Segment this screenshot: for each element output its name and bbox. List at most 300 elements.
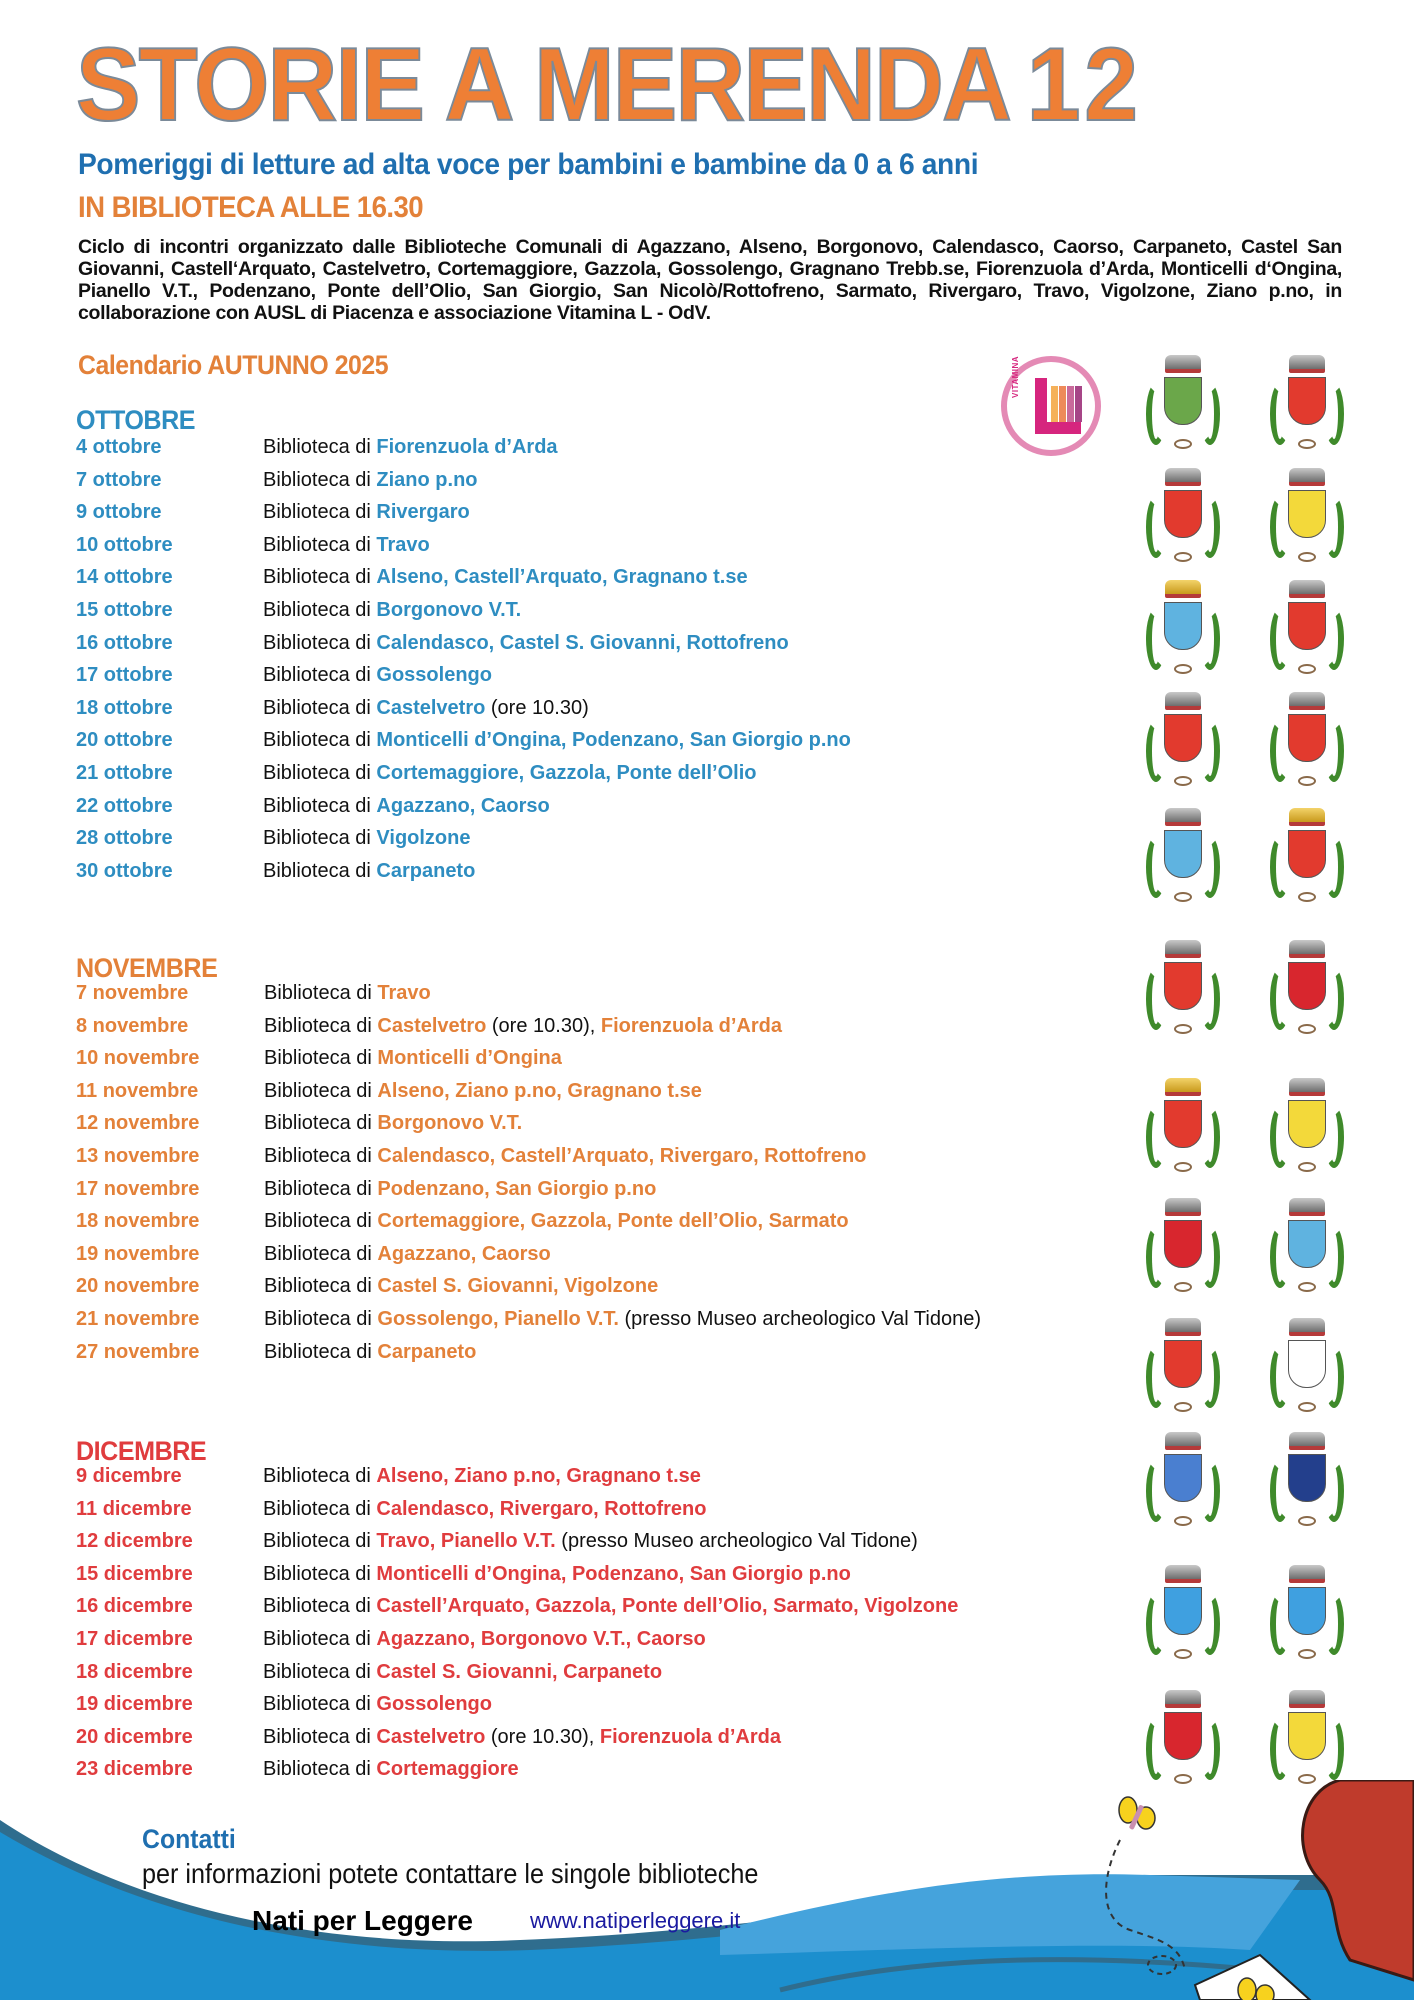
shield-icon <box>1288 1220 1326 1268</box>
laurel-wreath-icon <box>1324 1226 1344 1288</box>
coat-of-arms-icon <box>1262 1565 1352 1675</box>
coat-of-arms-icon <box>1262 580 1352 690</box>
event-places: Castelvetro <box>376 1725 486 1748</box>
library-prefix: Biblioteca di <box>263 468 377 491</box>
book-spine-icon <box>1067 386 1074 422</box>
coat-of-arms-icon <box>1138 468 1228 578</box>
laurel-wreath-icon <box>1270 1346 1290 1408</box>
title-text: STORIE A MERENDA <box>76 27 1010 143</box>
event-row <box>76 1560 851 1593</box>
coat-of-arms-icon <box>1262 1198 1352 1308</box>
laurel-wreath-icon <box>1200 1718 1220 1780</box>
laurel-wreath-icon <box>1324 383 1344 445</box>
contacts-text: per informazioni potete contattare le singole biblioteche <box>142 1858 759 1889</box>
event-row <box>76 1658 663 1691</box>
event-row <box>76 1338 477 1371</box>
laurel-wreath-icon <box>1270 1226 1290 1288</box>
event-date: 13 novembre <box>76 1144 200 1167</box>
crown-icon <box>1289 1078 1325 1096</box>
event-description <box>263 1592 958 1620</box>
laurel-wreath-icon <box>1200 1106 1220 1168</box>
shield-icon <box>1164 1454 1202 1502</box>
laurel-wreath-icon <box>1324 1460 1344 1522</box>
month-novembre <box>76 953 981 1370</box>
event-date: 4 ottobre <box>76 436 162 458</box>
crown-icon <box>1165 1565 1201 1583</box>
event-note: (ore 10.30) <box>485 696 589 719</box>
event-date: 27 novembre <box>76 1340 200 1363</box>
library-prefix: Biblioteca di <box>264 1047 378 1070</box>
event-row <box>76 1305 981 1338</box>
event-description <box>263 792 550 820</box>
laurel-wreath-icon <box>1200 1226 1220 1288</box>
event-places: Calendasco, Castell’Arquato, Rivergaro, Rottofreno <box>377 1144 867 1167</box>
event-places: Fiorenzuola d’Arda <box>376 436 558 458</box>
event-row <box>76 1142 867 1175</box>
laurel-wreath-icon <box>1270 1106 1290 1168</box>
laurel-wreath-icon <box>1200 836 1220 898</box>
event-row <box>76 596 522 629</box>
contacts-title: Contatti <box>142 1824 236 1854</box>
event-description <box>263 1495 706 1523</box>
crown-icon <box>1289 1432 1325 1450</box>
library-prefix: Biblioteca di <box>263 1465 377 1487</box>
coat-of-arms-icon <box>1262 1318 1352 1428</box>
event-description <box>263 466 478 494</box>
crown-icon <box>1165 580 1201 598</box>
library-prefix: Biblioteca di <box>263 729 377 752</box>
crown-icon <box>1165 1318 1201 1336</box>
event-description <box>263 1690 492 1718</box>
laurel-wreath-icon <box>1270 1718 1290 1780</box>
event-description <box>263 1527 918 1555</box>
event-places: Travo <box>376 533 430 556</box>
ribbon-bow-icon <box>1298 664 1316 674</box>
ribbon-bow-icon <box>1174 1024 1192 1034</box>
event-description <box>263 857 475 885</box>
event-row <box>76 1625 706 1658</box>
event-places: Castel S. Giovanni, Carpaneto <box>376 1660 663 1683</box>
shield-icon <box>1164 490 1202 538</box>
event-row <box>76 498 470 531</box>
event-row <box>76 629 789 662</box>
coat-of-arms-icon <box>1138 580 1228 690</box>
laurel-wreath-icon <box>1324 720 1344 782</box>
coat-of-arms-icon <box>1138 692 1228 802</box>
event-list <box>76 979 981 1370</box>
laurel-wreath-icon <box>1200 968 1220 1030</box>
ribbon-bow-icon <box>1298 1282 1316 1292</box>
shield-icon <box>1288 962 1326 1010</box>
event-description <box>263 1658 662 1686</box>
crown-icon <box>1165 1432 1201 1450</box>
shield-icon <box>1164 962 1202 1010</box>
event-places: Gossolengo <box>376 664 492 687</box>
coat-of-arms-icon <box>1138 1565 1228 1675</box>
event-places: Monticelli d’Ongina, Podenzano, San Giorgio p.no <box>376 729 851 752</box>
laurel-wreath-icon <box>1324 836 1344 898</box>
library-prefix: Biblioteca di <box>264 1144 378 1167</box>
shield-icon <box>1288 1340 1326 1388</box>
event-places: Alseno, Castell’Arquato, Gragnano t.se <box>376 566 748 589</box>
event-date: 12 novembre <box>76 1112 200 1135</box>
event-places: Carpaneto <box>377 1340 477 1363</box>
laurel-wreath-icon <box>1270 383 1290 445</box>
event-row <box>76 1077 702 1110</box>
event-date: 16 dicembre <box>76 1595 193 1618</box>
laurel-wreath-icon <box>1270 1460 1290 1522</box>
library-prefix: Biblioteca di <box>263 1725 377 1748</box>
event-places: Borgonovo V.T. <box>376 598 522 621</box>
library-prefix: Biblioteca di <box>264 1112 378 1135</box>
event-date: 18 ottobre <box>76 696 173 719</box>
event-row <box>76 563 748 596</box>
event-date: 17 novembre <box>76 1177 200 1200</box>
event-row <box>76 792 550 825</box>
event-date: 15 dicembre <box>76 1562 193 1585</box>
crown-icon <box>1165 808 1201 826</box>
event-row <box>76 979 431 1012</box>
event-date: 23 dicembre <box>76 1758 193 1781</box>
crown-icon <box>1289 580 1325 598</box>
event-places: Ziano p.no <box>376 468 478 491</box>
event-date: 20 ottobre <box>76 729 173 752</box>
event-date: 18 novembre <box>76 1210 200 1233</box>
shield-icon <box>1164 1100 1202 1148</box>
event-description <box>263 824 471 852</box>
laurel-wreath-icon <box>1324 1718 1344 1780</box>
vitamina-l-logo-icon <box>1001 356 1101 456</box>
coat-of-arms-icon <box>1138 355 1228 465</box>
event-description <box>263 596 521 624</box>
library-prefix: Biblioteca di <box>263 1530 377 1553</box>
event-places: Castel S. Giovanni, Vigolzone <box>377 1275 659 1298</box>
laurel-wreath-icon <box>1324 608 1344 670</box>
ribbon-bow-icon <box>1174 664 1192 674</box>
event-places: Monticelli d’Ongina, Podenzano, San Giorgio p.no <box>376 1562 851 1585</box>
laurel-wreath-icon <box>1200 720 1220 782</box>
event-description <box>264 1175 656 1203</box>
event-date: 21 novembre <box>76 1307 200 1330</box>
laurel-wreath-icon <box>1270 1593 1290 1655</box>
event-places: Podenzano, San Giorgio p.no <box>377 1177 657 1200</box>
event-description <box>263 694 589 722</box>
laurel-wreath-icon <box>1270 608 1290 670</box>
footer-wave-illustration <box>0 1780 1414 2000</box>
event-description <box>264 1272 658 1300</box>
event-description <box>263 563 748 591</box>
laurel-wreath-icon <box>1146 1718 1166 1780</box>
crown-icon <box>1289 1690 1325 1708</box>
shield-icon <box>1288 1454 1326 1502</box>
nati-per-leggere-link[interactable]: www.natiperleggere.it <box>530 1908 741 1933</box>
crown-icon <box>1289 1318 1325 1336</box>
ribbon-bow-icon <box>1298 776 1316 786</box>
ribbon-bow-icon <box>1174 1516 1192 1526</box>
ribbon-bow-icon <box>1298 439 1316 449</box>
library-prefix: Biblioteca di <box>263 761 377 784</box>
shield-icon <box>1288 830 1326 878</box>
event-date: 17 ottobre <box>76 664 173 687</box>
event-places: Calendasco, Castel S. Giovanni, Rottofreno <box>376 631 789 654</box>
shield-icon <box>1288 714 1326 762</box>
laurel-wreath-icon <box>1200 1593 1220 1655</box>
shield-icon <box>1164 714 1202 762</box>
laurel-wreath-icon <box>1146 1226 1166 1288</box>
event-places: Agazzano, Caorso <box>377 1242 551 1265</box>
event-date: 21 ottobre <box>76 761 173 784</box>
laurel-wreath-icon <box>1146 1346 1166 1408</box>
event-date: 20 novembre <box>76 1275 200 1298</box>
event-date: 16 ottobre <box>76 631 173 654</box>
event-note: (presso Museo archeologico Val Tidone) <box>618 1307 981 1330</box>
event-description <box>264 1207 849 1235</box>
event-row <box>76 824 471 857</box>
event-note: (presso Museo archeologico Val Tidone) <box>555 1530 918 1553</box>
laurel-wreath-icon <box>1324 968 1344 1030</box>
ribbon-bow-icon <box>1298 1162 1316 1172</box>
event-row <box>76 694 589 727</box>
event-places: Monticelli d’Ongina <box>377 1047 562 1070</box>
ribbon-bow-icon <box>1298 1402 1316 1412</box>
event-description <box>264 1109 522 1137</box>
shield-icon <box>1164 1587 1202 1635</box>
shield-icon <box>1288 490 1326 538</box>
crown-icon <box>1165 940 1201 958</box>
shield-icon <box>1288 1587 1326 1635</box>
event-date: 28 ottobre <box>76 827 173 850</box>
event-places: Cortemaggiore <box>376 1758 519 1781</box>
event-description <box>263 726 851 754</box>
library-prefix: Biblioteca di <box>264 982 378 1004</box>
event-description <box>263 498 470 526</box>
coat-of-arms-icon <box>1262 808 1352 918</box>
event-row <box>76 433 558 466</box>
event-row <box>76 726 851 759</box>
event-description <box>264 1012 782 1040</box>
event-places: Agazzano, Caorso <box>376 794 550 817</box>
event-date: 11 novembre <box>76 1079 199 1102</box>
laurel-wreath-icon <box>1146 1460 1166 1522</box>
event-note: (ore 10.30), <box>485 1725 600 1748</box>
library-prefix: Biblioteca di <box>263 1758 377 1781</box>
crown-icon <box>1165 1198 1201 1216</box>
shield-icon <box>1288 1100 1326 1148</box>
event-places: Travo <box>377 982 431 1004</box>
event-date: 18 dicembre <box>76 1660 193 1683</box>
library-prefix: Biblioteca di <box>263 827 377 850</box>
laurel-wreath-icon <box>1146 1106 1166 1168</box>
book-spine-icon <box>1059 386 1066 422</box>
book-spine-icon <box>1051 386 1058 422</box>
event-description <box>263 1723 781 1751</box>
shield-icon <box>1164 602 1202 650</box>
event-row <box>76 1272 659 1305</box>
crown-icon <box>1165 468 1201 486</box>
library-prefix: Biblioteca di <box>264 1079 378 1102</box>
event-row <box>76 1462 701 1495</box>
crown-icon <box>1165 1690 1201 1708</box>
event-description <box>264 1077 702 1105</box>
crown-icon <box>1165 355 1201 373</box>
subtitle: Pomeriggi di letture ad alta voce per bambini e bambine da 0 a 6 anni <box>78 148 979 181</box>
ribbon-bow-icon <box>1174 439 1192 449</box>
library-prefix: Biblioteca di <box>263 631 377 654</box>
library-prefix: Biblioteca di <box>264 1307 378 1330</box>
event-date: 9 dicembre <box>76 1465 182 1487</box>
laurel-wreath-icon <box>1200 608 1220 670</box>
event-description <box>263 531 430 559</box>
event-description <box>263 759 756 787</box>
event-description <box>263 629 789 657</box>
library-prefix: Biblioteca di <box>263 1693 377 1716</box>
event-places: Carpaneto <box>376 859 476 882</box>
laurel-wreath-icon <box>1324 1106 1344 1168</box>
ribbon-bow-icon <box>1174 1162 1192 1172</box>
ribbon-bow-icon <box>1174 776 1192 786</box>
event-row <box>76 1723 781 1756</box>
book-spine-icon <box>1075 386 1082 422</box>
event-places: Borgonovo V.T. <box>377 1112 523 1135</box>
event-date: 10 ottobre <box>76 533 173 556</box>
library-prefix: Biblioteca di <box>264 1340 378 1363</box>
crown-icon <box>1289 940 1325 958</box>
event-row <box>76 1690 492 1723</box>
coat-of-arms-icon <box>1138 1198 1228 1308</box>
month-ottobre <box>76 405 851 889</box>
event-places: Travo, Pianello V.T. <box>376 1530 556 1553</box>
event-places: Castelvetro <box>377 1014 487 1037</box>
event-row <box>76 759 757 792</box>
event-places: Cortemaggiore, Gazzola, Ponte dell’Olio, Sarmato <box>377 1210 849 1233</box>
laurel-wreath-icon <box>1146 968 1166 1030</box>
event-list <box>76 433 851 889</box>
coat-of-arms-icon <box>1262 1078 1352 1188</box>
library-prefix: Biblioteca di <box>263 1660 377 1683</box>
laurel-wreath-icon <box>1200 1460 1220 1522</box>
ribbon-bow-icon <box>1298 1516 1316 1526</box>
butterfly-icon <box>1119 1797 1155 1830</box>
nati-per-leggere-label: Nati per Leggere <box>252 1905 473 1936</box>
event-date: 11 dicembre <box>76 1497 192 1520</box>
ribbon-bow-icon <box>1298 1649 1316 1659</box>
intro-paragraph: Ciclo di incontri organizzato dalle Biblioteche Comunali di Agazzano, Alseno, Borgonovo, Calendasco, Caorso, Carpaneto, Castel San Giovanni, Castell‘Arquato, Castelvetro, Cortemaggiore, Gazzola, Gossolengo, Gragnano Trebb.se, Fiorenzuola d’Arda, Monticelli d‘Ongina, Pianello V.T., Podenzano, Ponte dell’Olio, San Giorgio, San Nicolò/Rottofreno, Sarmato, Rivergaro, Travo, Vigolzone, Ziano p.no, in collaborazione con AUSL di Piacenza e associazione Vitamina L - OdV. <box>78 236 1342 324</box>
laurel-wreath-icon <box>1270 836 1290 898</box>
event-date: 14 ottobre <box>76 566 173 589</box>
laurel-wreath-icon <box>1146 1593 1166 1655</box>
crown-icon <box>1289 468 1325 486</box>
event-places-extra: Fiorenzuola d’Arda <box>600 1014 782 1037</box>
event-note: (ore 10.30), <box>486 1014 601 1037</box>
event-row <box>76 857 476 890</box>
event-places: Alseno, Ziano p.no, Gragnano t.se <box>377 1079 702 1102</box>
event-row <box>76 1207 849 1240</box>
library-prefix: Biblioteca di <box>263 436 377 458</box>
library-prefix: Biblioteca di <box>264 1275 378 1298</box>
event-description <box>263 1462 701 1490</box>
event-places: Cortemaggiore, Gazzola, Ponte dell’Olio <box>376 761 757 784</box>
event-row <box>76 531 430 564</box>
event-description <box>264 1142 866 1170</box>
event-date: 22 ottobre <box>76 794 173 817</box>
crown-icon <box>1289 1198 1325 1216</box>
laurel-wreath-icon <box>1270 968 1290 1030</box>
event-description <box>264 1305 981 1333</box>
crown-icon <box>1289 808 1325 826</box>
ribbon-bow-icon <box>1298 1024 1316 1034</box>
event-row <box>76 1012 782 1045</box>
event-places: Gossolengo, Pianello V.T. <box>377 1307 619 1330</box>
laurel-wreath-icon <box>1146 383 1166 445</box>
event-description <box>264 1044 562 1072</box>
library-prefix: Biblioteca di <box>263 794 377 817</box>
shield-icon <box>1288 1712 1326 1760</box>
event-date: 7 novembre <box>76 982 189 1004</box>
event-places: Calendasco, Rivergaro, Rottofreno <box>376 1497 707 1520</box>
laurel-wreath-icon <box>1324 1593 1344 1655</box>
shield-icon <box>1164 1712 1202 1760</box>
crown-icon <box>1289 1565 1325 1583</box>
laurel-wreath-icon <box>1200 496 1220 558</box>
laurel-wreath-icon <box>1200 1346 1220 1408</box>
event-date: 10 novembre <box>76 1047 200 1070</box>
event-places: Castell’Arquato, Gazzola, Ponte dell’Olio, Sarmato, Vigolzone <box>376 1595 959 1618</box>
library-prefix: Biblioteca di <box>263 533 377 556</box>
event-date: 12 dicembre <box>76 1530 193 1553</box>
event-row <box>76 1527 918 1560</box>
calendar-heading: Calendario AUTUNNO 2025 <box>78 350 389 380</box>
crown-icon <box>1165 1078 1201 1096</box>
event-row <box>76 1044 562 1077</box>
coat-of-arms-icon <box>1262 468 1352 578</box>
event-places: Vigolzone <box>376 827 471 850</box>
library-prefix: Biblioteca di <box>263 598 377 621</box>
event-row <box>76 661 492 694</box>
library-prefix: Biblioteca di <box>264 1177 378 1200</box>
event-date: 17 dicembre <box>76 1627 193 1650</box>
coat-of-arms-icon <box>1262 692 1352 802</box>
shield-icon <box>1288 377 1326 425</box>
month-title: OTTOBRE <box>76 405 196 435</box>
laurel-wreath-icon <box>1146 496 1166 558</box>
event-description <box>263 1560 851 1588</box>
laurel-wreath-icon <box>1324 1346 1344 1408</box>
event-row <box>76 1175 657 1208</box>
crown-icon <box>1289 355 1325 373</box>
event-date: 30 ottobre <box>76 859 173 882</box>
library-prefix: Biblioteca di <box>263 1595 377 1618</box>
library-prefix: Biblioteca di <box>263 566 377 589</box>
event-description <box>264 1240 551 1268</box>
library-prefix: Biblioteca di <box>263 859 377 882</box>
event-places: Agazzano, Borgonovo V.T., Caorso <box>376 1627 706 1650</box>
month-title: NOVEMBRE <box>76 953 218 983</box>
poster-title <box>76 27 1142 143</box>
coat-of-arms-icon <box>1138 1318 1228 1428</box>
event-row <box>76 1109 523 1142</box>
coat-of-arms-icon <box>1138 1432 1228 1542</box>
laurel-wreath-icon <box>1200 383 1220 445</box>
laurel-wreath-icon <box>1270 720 1290 782</box>
crown-icon <box>1165 692 1201 710</box>
ribbon-bow-icon <box>1174 552 1192 562</box>
event-date: 20 dicembre <box>76 1725 193 1748</box>
time-line: IN BIBLIOTECA ALLE 16.30 <box>78 191 424 224</box>
event-places: Gossolengo <box>376 1693 492 1716</box>
coat-of-arms-icon <box>1262 355 1352 465</box>
library-prefix: Biblioteca di <box>264 1210 378 1233</box>
shield-icon <box>1164 1220 1202 1268</box>
